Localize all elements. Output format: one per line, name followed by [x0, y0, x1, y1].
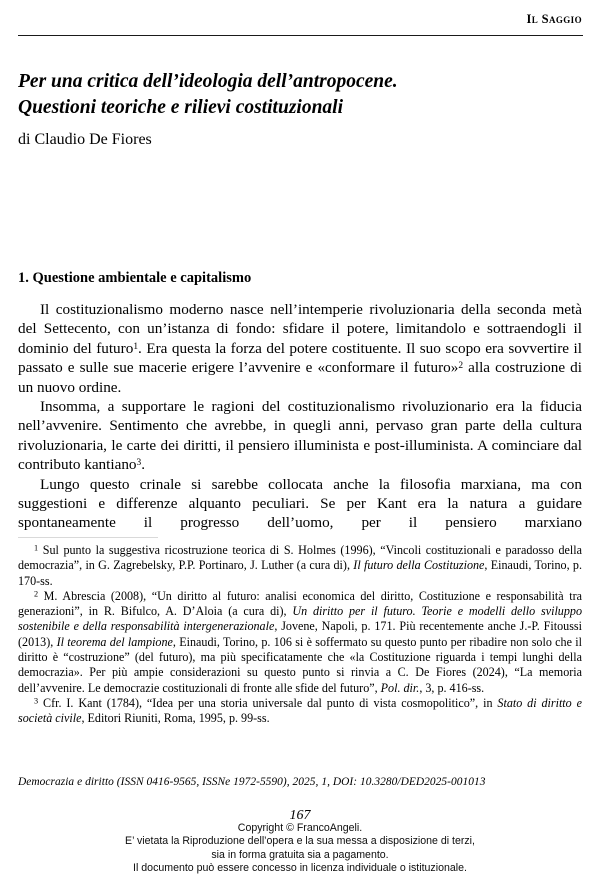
footnote-ref-1[interactable]: 1 — [133, 341, 139, 352]
footnote-2-text-a: M. Abrescia (2008), “Un diritto al futuro: analisi economica del diritto, Costituzione e responsabilità tra generazioni”, in R. Bifulco, A. D’Aloia (a cura di), — [18, 588, 582, 619]
footnote-item-3 — [18, 696, 582, 727]
footnote-1-title-1: Il futuro della Costituzione — [353, 558, 485, 573]
footnote-3-title-1: Stato di diritto e società civile — [18, 695, 582, 726]
copyright-line-4: Il documento può essere concesso in licenza individuale o istituzionale. — [133, 862, 467, 875]
journal-citation: Democrazia e diritto (ISSN 0416-9565, ISSNe 1972-5590), 2025, 1, DOI: 10.3280/DED2025-001013 — [18, 776, 486, 788]
paragraph-1-text-c: alla costruzione di un nuovo ordine. — [18, 359, 582, 396]
page-number: 167 — [289, 808, 311, 823]
footnote-2-text-c: , Einaudi, Torino, p. 106 si è soffermato su questo punto per ribadire non solo che il diritto è “costruzione” (del futuro), ma più specificatamente che «la Costituzione riguarda i tempi lunghi della democrazia». Per più ampie considerazioni su questo punto si rinvia a C. De Fiores (2024), “La memoria dell’avvenire. Le democrazie costituzionali di fronte alle sfide del futuro”, — [18, 634, 583, 695]
body-paragraph-2 — [18, 397, 582, 475]
footnote-3-text-b: , Editori Riuniti, Roma, 1995, p. 99-ss. — [81, 711, 270, 726]
footnote-ref-3[interactable]: 3 — [136, 458, 142, 469]
article-title-line-1: Per una critica dell’ideologia dell’antropocene. — [18, 71, 398, 93]
footnote-1-text-b: , Einaudi, Torino, p. 170-ss. — [18, 558, 582, 588]
body-paragraph-1 — [18, 300, 582, 397]
footnote-item-2 — [18, 589, 582, 696]
footnote-2-text-d: , 3, p. 416-ss. — [419, 680, 485, 695]
running-head: Il Saggio — [526, 12, 582, 26]
running-head-rule — [18, 35, 583, 36]
copyright-notice — [0, 822, 600, 876]
footnote-2-title-1: Un diritto per il futuro. Teorie e modelli dello sviluppo sostenibile e della responsabilità intergenerazionale — [18, 604, 582, 634]
footnote-item-1 — [18, 543, 582, 589]
footnote-1-text-a: Sul punto la suggestiva ricostruzione teorica di S. Holmes (1996), “Vincoli costituzionali e paradosso della democrazia”, in G. Zagrebelsky, P.P. Portinaro, J. Luther (a cura di), — [18, 543, 582, 573]
paragraph-2-text-a: Insomma, a supportare le ragioni del costituzionalismo rivoluzionario era la fiducia nell’avvenire. Sentimento che avrebbe, in quegli anni, pervaso gran parte della cultura rivoluzionaria, le carte dei diritti, il pensiero illuminista e post-illuminista. A cominciare dal contributo kantiano — [18, 398, 582, 474]
footnote-ref-2[interactable]: 2 — [458, 360, 464, 371]
section-heading: 1. Questione ambientale e capitalismo — [18, 270, 252, 287]
copyright-line-3: sia in forma gratuita sia a pagamento. — [211, 848, 389, 861]
footnote-marker-2: 2 — [34, 589, 39, 599]
footnote-2-title-2: Il teorema del lampione — [56, 634, 173, 649]
footnote-separator-rule — [18, 537, 158, 538]
article-title-line-2: Questioni teoriche e rilievi costituzionali — [18, 97, 344, 119]
footnote-2-text-b: , Jovene, Napoli, p. 171. Più recentemente anche J.-P. Fitoussi (2013), — [18, 619, 582, 649]
copyright-line-1: Copyright © FrancoAngeli. — [237, 822, 363, 834]
footnote-marker-1: 1 — [34, 543, 39, 553]
footnote-marker-3: 3 — [34, 696, 39, 706]
footnote-3-text-a: Cfr. I. Kant (1784), “Idea per una storia universale dal punto di vista cosmopolitico”, in — [43, 695, 498, 710]
paragraph-1-text-a: Il costituzionalismo moderno nasce nell’intemperie rivoluzionaria della seconda metà del Settecento, con un’istanza di fondo: sfidare il potere, limitandolo e sottraendogli il dominio del futuro — [18, 301, 582, 357]
footnote-list — [18, 543, 582, 727]
footnote-2-title-3: Pol. dir. — [380, 680, 420, 695]
paragraph-1-text-b: . Era questa la forza del potere costituente. Il suo scopo era sovvertire il passato e sulle sue macerie erigere l’avvenire e «conformare il futuro» — [18, 339, 582, 377]
body-paragraph-3: Lungo questo crinale si sarebbe collocata anche la filosofia marxiana, ma con suggestioni e differenze alquanto peculiari. Se per Kant era la natura a guidare spontaneamente il progresso dell’uomo, per il pensiero marxiano — [18, 475, 582, 532]
paragraph-2-text-b: . — [141, 456, 146, 474]
copyright-line-2: E’ vietata la Riproduzione dell’opera e la sua messa a disposizione di terzi, — [125, 835, 475, 848]
author-byline: di Claudio De Fiores — [18, 131, 152, 148]
body-text — [18, 300, 582, 552]
article-title — [18, 69, 583, 121]
